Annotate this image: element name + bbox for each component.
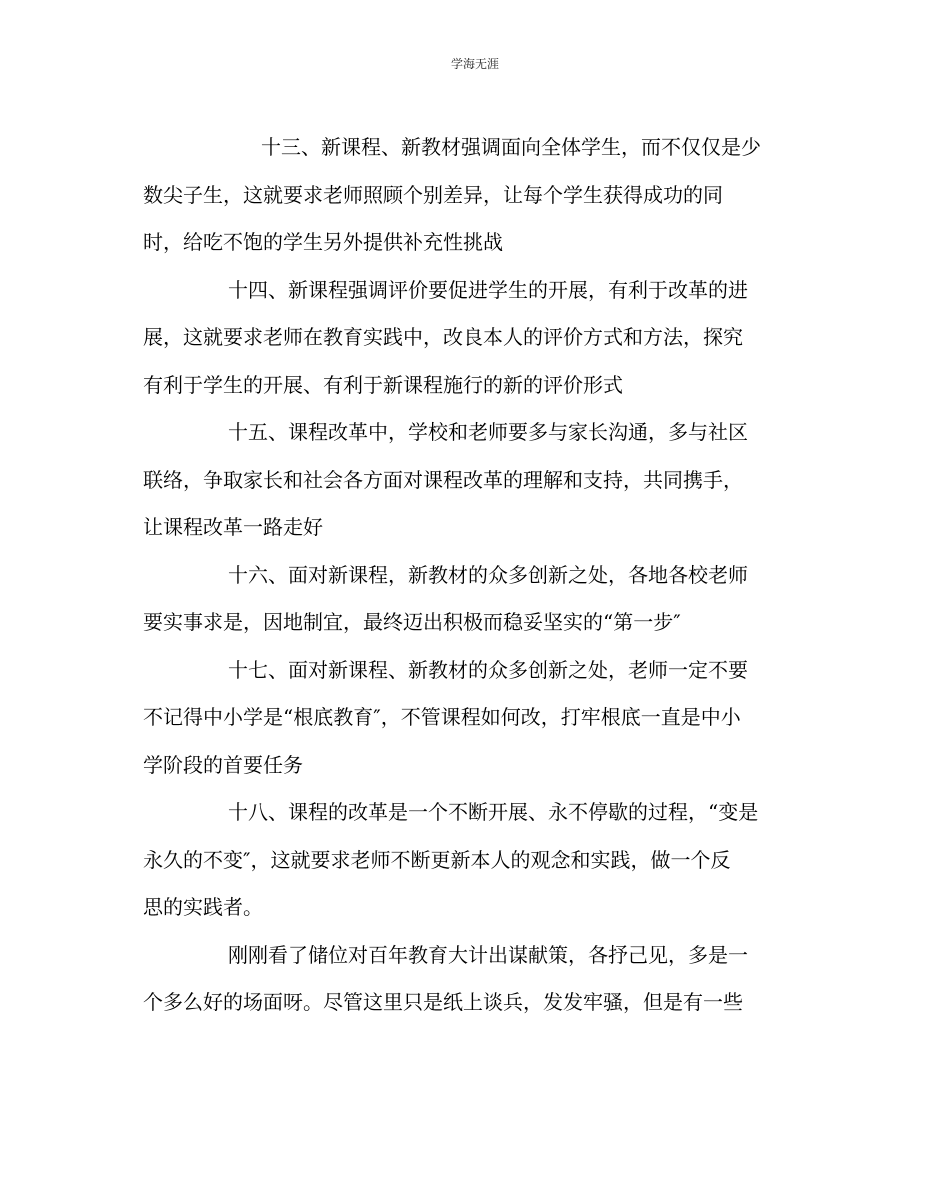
paragraph-line: 要实事求是，因地制宜，最终迈出积极而稳妥坚实的“第一步″ (143, 610, 681, 634)
paragraph-line: 十六、面对新课程，新教材的众多创新之处，各地各校老师 (228, 562, 748, 587)
paragraph-13 (143, 124, 813, 267)
paragraph-18 (143, 789, 813, 932)
paragraph-line: 学阶段的首要任务 (143, 752, 303, 777)
paragraph-closing (143, 932, 813, 1027)
paragraph-14 (143, 267, 813, 410)
paragraph-line: 让课程改革一路走好 (143, 515, 323, 539)
paragraph-line: 联络，争取家长和社会各方面对课程改革的理解和支持，共同携手， (143, 467, 743, 492)
paragraph-line: 十八、课程的改革是一个不断开展、永不停歇的过程，“变是 (228, 800, 759, 824)
paragraph-line: 十七、面对新课程、新教材的众多创新之处，老师一定不要 (228, 657, 748, 682)
paragraph-17 (143, 647, 813, 790)
paragraph-line: 个多么好的场面呀。尽管这里只是纸上谈兵，发发牢骚，但是有一些 (143, 990, 743, 1014)
paragraph-line: 时，给吃不饱的学生另外提供补充性挑战 (143, 230, 503, 254)
paragraph-line: 永久的不变″，这就要求老师不断更新本人的观念和实践，做一个反 (143, 847, 731, 872)
paragraph-line: 十五、课程改革中，学校和老师要多与家长沟通，多与社区 (228, 420, 748, 444)
paragraph-line: 不记得中小学是“根底教育″，不管课程如何改，打牢根底一直是中小 (143, 705, 741, 729)
paragraph-line: 思的实践者。 (143, 895, 263, 919)
paragraph-15 (143, 409, 813, 552)
paragraph-line: 展，这就要求老师在教育实践中，改良本人的评价方式和方法，探究 (143, 325, 743, 349)
page-header: 学海无涯 (450, 57, 499, 71)
paragraph-16 (143, 552, 813, 647)
paragraph-line: 十四、新课程强调评价要促进学生的开展，有利于改革的进 (228, 277, 748, 302)
paragraph-line: 刚刚看了储位对百年教育大计出谋献策，各抒己见，多是一 (228, 942, 748, 967)
paragraph-line: 有利于学生的开展、有利于新课程施行的新的评价形式 (143, 372, 623, 397)
paragraph-line: 十三、新课程、新教材强调面向全体学生，而不仅仅是少 (261, 135, 761, 159)
document-body (143, 124, 813, 1027)
paragraph-line: 数尖子生，这就要求老师照顾个别差异，让每个学生获得成功的同 (143, 182, 723, 207)
